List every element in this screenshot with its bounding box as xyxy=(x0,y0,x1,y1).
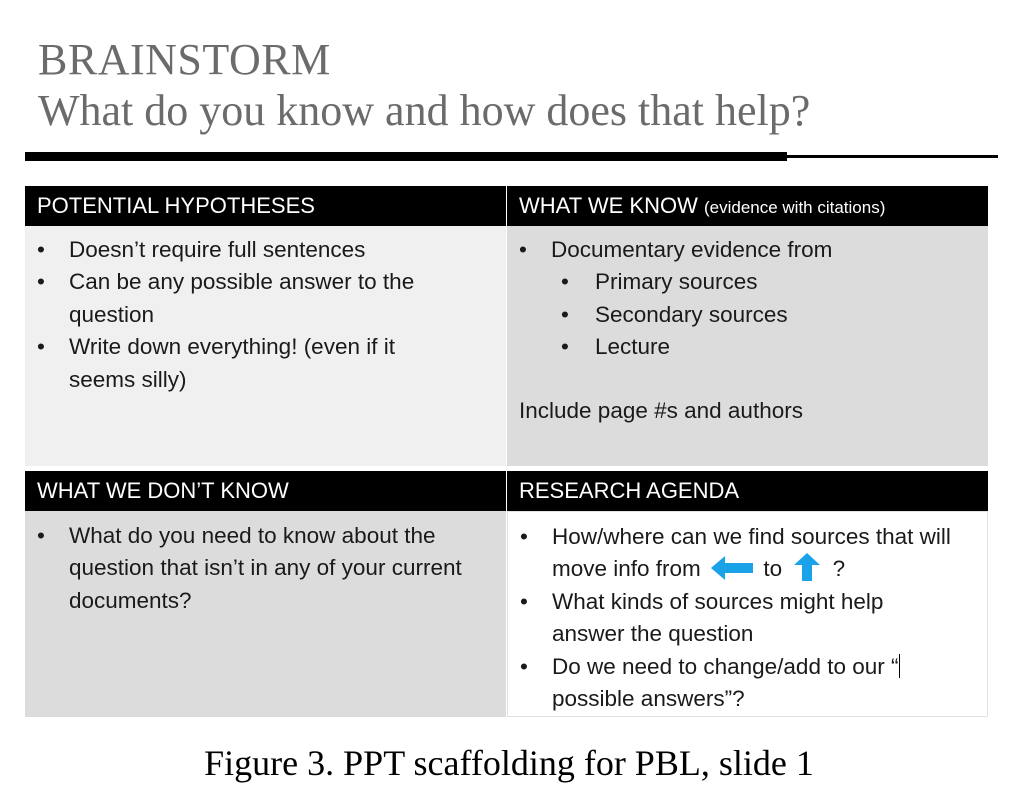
dont-know-header-label: WHAT WE DON’T KNOW xyxy=(37,478,289,503)
list-item: • Can be any possible answer to the question xyxy=(25,266,506,331)
hypotheses-list xyxy=(25,234,506,396)
list-item: • Lecture xyxy=(507,331,988,363)
figure-caption: Figure 3. PPT scaffolding for PBL, slide 1 xyxy=(204,743,814,783)
hypotheses-header xyxy=(25,186,506,226)
list-item: • Secondary sources xyxy=(507,299,988,331)
know-list xyxy=(507,234,988,266)
agenda-bullet3-text-end: possible answers”? xyxy=(552,686,745,712)
list-item: • Write down everything! (even if it seems silly) xyxy=(25,331,506,396)
know-sub-list xyxy=(507,266,988,363)
list-item: • Primary sources xyxy=(507,266,988,298)
know-body xyxy=(507,226,988,466)
dont-know-list xyxy=(25,520,506,617)
know-header-note: (evidence with citations) xyxy=(703,198,886,217)
agenda-bullet3-text: Do we need to change/add to our “ xyxy=(552,653,899,679)
hypotheses-body xyxy=(25,226,506,466)
know-note: Include page #s and authors xyxy=(519,397,803,423)
hypotheses-header-label: POTENTIAL HYPOTHESES xyxy=(37,193,315,218)
text-cursor xyxy=(899,654,900,678)
agenda-list xyxy=(508,521,987,715)
title-line-2: What do you know and how does that help? xyxy=(38,86,811,135)
agenda-body xyxy=(507,511,988,717)
slide-title xyxy=(38,36,810,138)
title-rule-thick xyxy=(25,152,787,161)
arrow-up-icon xyxy=(794,553,820,581)
agenda-header-label: RESEARCH AGENDA xyxy=(519,478,740,503)
agenda-header xyxy=(507,471,988,511)
arrow-left-icon xyxy=(711,556,753,580)
agenda-bullet1-end: ? xyxy=(832,556,846,582)
list-item: • Documentary evidence from xyxy=(507,234,988,266)
list-item: • Doesn’t require full sentences xyxy=(25,234,506,266)
know-header xyxy=(507,186,988,228)
know-header-label: WHAT WE KNOW xyxy=(519,193,698,218)
list-item xyxy=(508,521,987,586)
list-item: • What kinds of sources might help answer the question xyxy=(508,586,987,651)
list-item xyxy=(508,651,987,716)
title-line-1: BRAINSTORM xyxy=(38,35,331,84)
dont-know-header xyxy=(25,471,506,511)
list-item: • What do you need to know about the question that isn’t in any of your current documents? xyxy=(25,520,506,617)
title-rule-thin xyxy=(787,155,998,158)
agenda-bullet1-text: How/where can we find sources that will move info from xyxy=(552,524,951,582)
dont-know-body xyxy=(25,511,506,717)
agenda-bullet1-to: to xyxy=(763,556,783,582)
